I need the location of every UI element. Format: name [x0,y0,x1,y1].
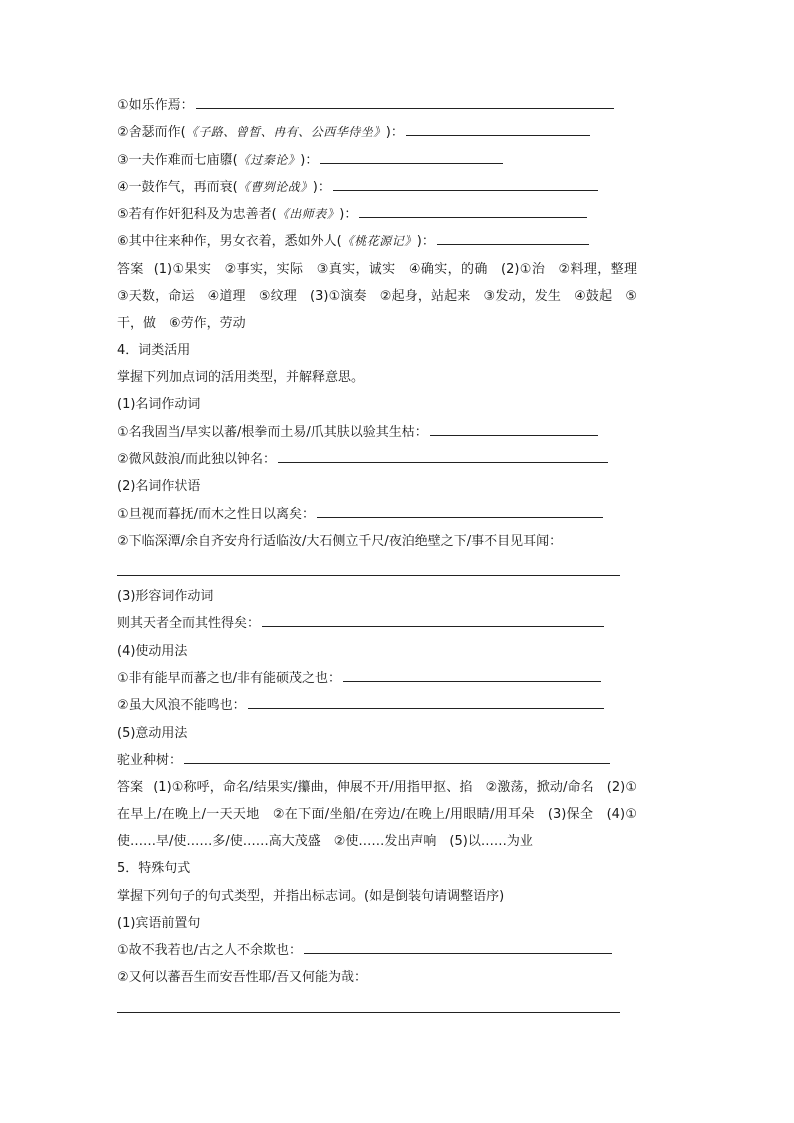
item-text: ④一鼓作气，再而衰( [117,179,238,195]
document-page [117,92,650,1020]
answer-blank[interactable] [320,149,503,164]
item-tail: )： [339,207,358,223]
answer-blank[interactable] [262,612,604,627]
item-text: ②下临深潭/余自齐安舟行适临汝/大石侧立千尺/夜泊绝壁之下/事不目见耳闻： [117,533,563,549]
item-text: ①故不我若也/古之人不余欺也： [117,943,303,959]
answer-blank[interactable] [248,694,604,709]
answer-blank-full[interactable] [117,555,620,576]
answer-blank[interactable] [333,176,598,191]
exercise-item [117,692,637,719]
exercise-item [117,610,637,637]
item-source: 《子路、曾皙、冉有、公西华侍坐》 [185,125,386,140]
subsection-heading: (1)宾语前置句 [117,915,201,931]
subsection-heading: (4)使动用法 [117,643,188,659]
exercise-item [117,147,637,174]
item-text: ⑤若有作奸犯科及为忠善者( [117,207,277,223]
section-heading: 5．特殊句式 [117,861,191,877]
item-tail: )： [300,152,319,168]
item-text: ①非有能早而蕃之也/非有能硕茂之也： [117,671,342,687]
subsection-heading: (1)名词作动词 [117,397,201,413]
answer-blank[interactable] [196,94,614,109]
exercise-item [117,937,637,964]
answer-text: (1)①称呼，命名/结果实/攥曲，伸展不开/用指甲抠、掐 ②激荡，掀动/命名 (2)①在早上/在晚上/一天天地 ②在下面/坐船/在旁边/在晚上/用眼睛/用耳朵 (3)保全 (4)①使……早/使……多/使……高大茂盛 ②使……发出声响 (5)以……为业 [117,780,637,850]
exercise-item [117,964,637,991]
exercise-item [117,228,637,255]
item-tail: )： [312,179,331,195]
exercise-item [117,665,637,692]
item-source: 《曹刿论战》 [237,179,313,194]
exercise-item [117,501,637,528]
exercise-item [117,528,637,555]
answer-blank[interactable] [304,939,612,954]
item-tail: )： [416,234,435,250]
answer-text: (1)①果实 ②事实，实际 ③真实，诚实 ④确实，的确 (2)①治 ②料理，整理 ③天数，命运 ④道理 ⑤纹理 (3)①演奏 ②起身，站起来 ③发动，发生 ④鼓起 ⑤干，做 ⑥劳作，劳动 [117,261,650,331]
item-text: ①如乐作焉： [117,98,194,113]
exercise-item [117,419,637,446]
section-heading: 4．词类活用 [117,342,191,358]
answer-blank[interactable] [343,667,601,682]
exercise-item [117,446,637,473]
item-tail: )： [385,125,404,141]
item-text: ③一夫作难而七庙隳( [117,152,238,168]
answer-blank[interactable] [317,503,603,518]
answer-block [117,256,650,337]
answer-label: 答案 [117,261,144,277]
answer-label: 答案 [117,780,144,796]
exercise-item [117,174,637,201]
subsection-heading: (5)意动用法 [117,725,188,741]
answer-blank[interactable] [430,421,598,436]
exercise-item [117,92,637,119]
item-text: ⑥其中往来种作，男女衣着，悉如外人( [117,234,342,250]
item-text: 则其天者全而其性得矣： [117,616,261,632]
answer-blank[interactable] [359,203,587,218]
answer-block [117,774,637,855]
exercise-item [117,201,637,228]
item-text: ②虽大风浪不能鸣也： [117,698,246,714]
item-text: ②舍瑟而作( [117,125,186,141]
item-text: 驼业种树： [117,752,183,768]
exercise-item [117,119,637,146]
answer-blank[interactable] [437,230,589,245]
answer-blank[interactable] [184,749,610,764]
item-source: 《桃花源记》 [341,234,417,249]
answer-blank-full[interactable] [117,992,620,1013]
answer-blank[interactable] [406,121,590,136]
answer-blank[interactable] [278,448,608,463]
item-text: ①旦视而暮抚/而木之性日以离矣： [117,506,316,522]
item-text: ①名我固当/早实以蕃/根拳而土易/爪其肤以验其生枯： [117,424,428,440]
subsection-heading: (2)名词作状语 [117,479,201,495]
section-intro: 掌握下列加点词的活用类型，并解释意思。 [117,370,365,386]
section-intro: 掌握下列句子的句式类型，并指出标志词。(如是倒装句请调整语序) [117,888,505,904]
item-source: 《过秦论》 [237,152,301,167]
item-text: ②微风鼓浪/而此独以钟名： [117,451,277,467]
item-text: ②又何以蕃吾生而安吾性耶/吾又何能为哉： [117,970,368,986]
exercise-list-top [117,92,637,256]
subsection-heading: (3)形容词作动词 [117,589,214,605]
item-source: 《出师表》 [276,207,340,222]
exercise-item [117,747,637,774]
